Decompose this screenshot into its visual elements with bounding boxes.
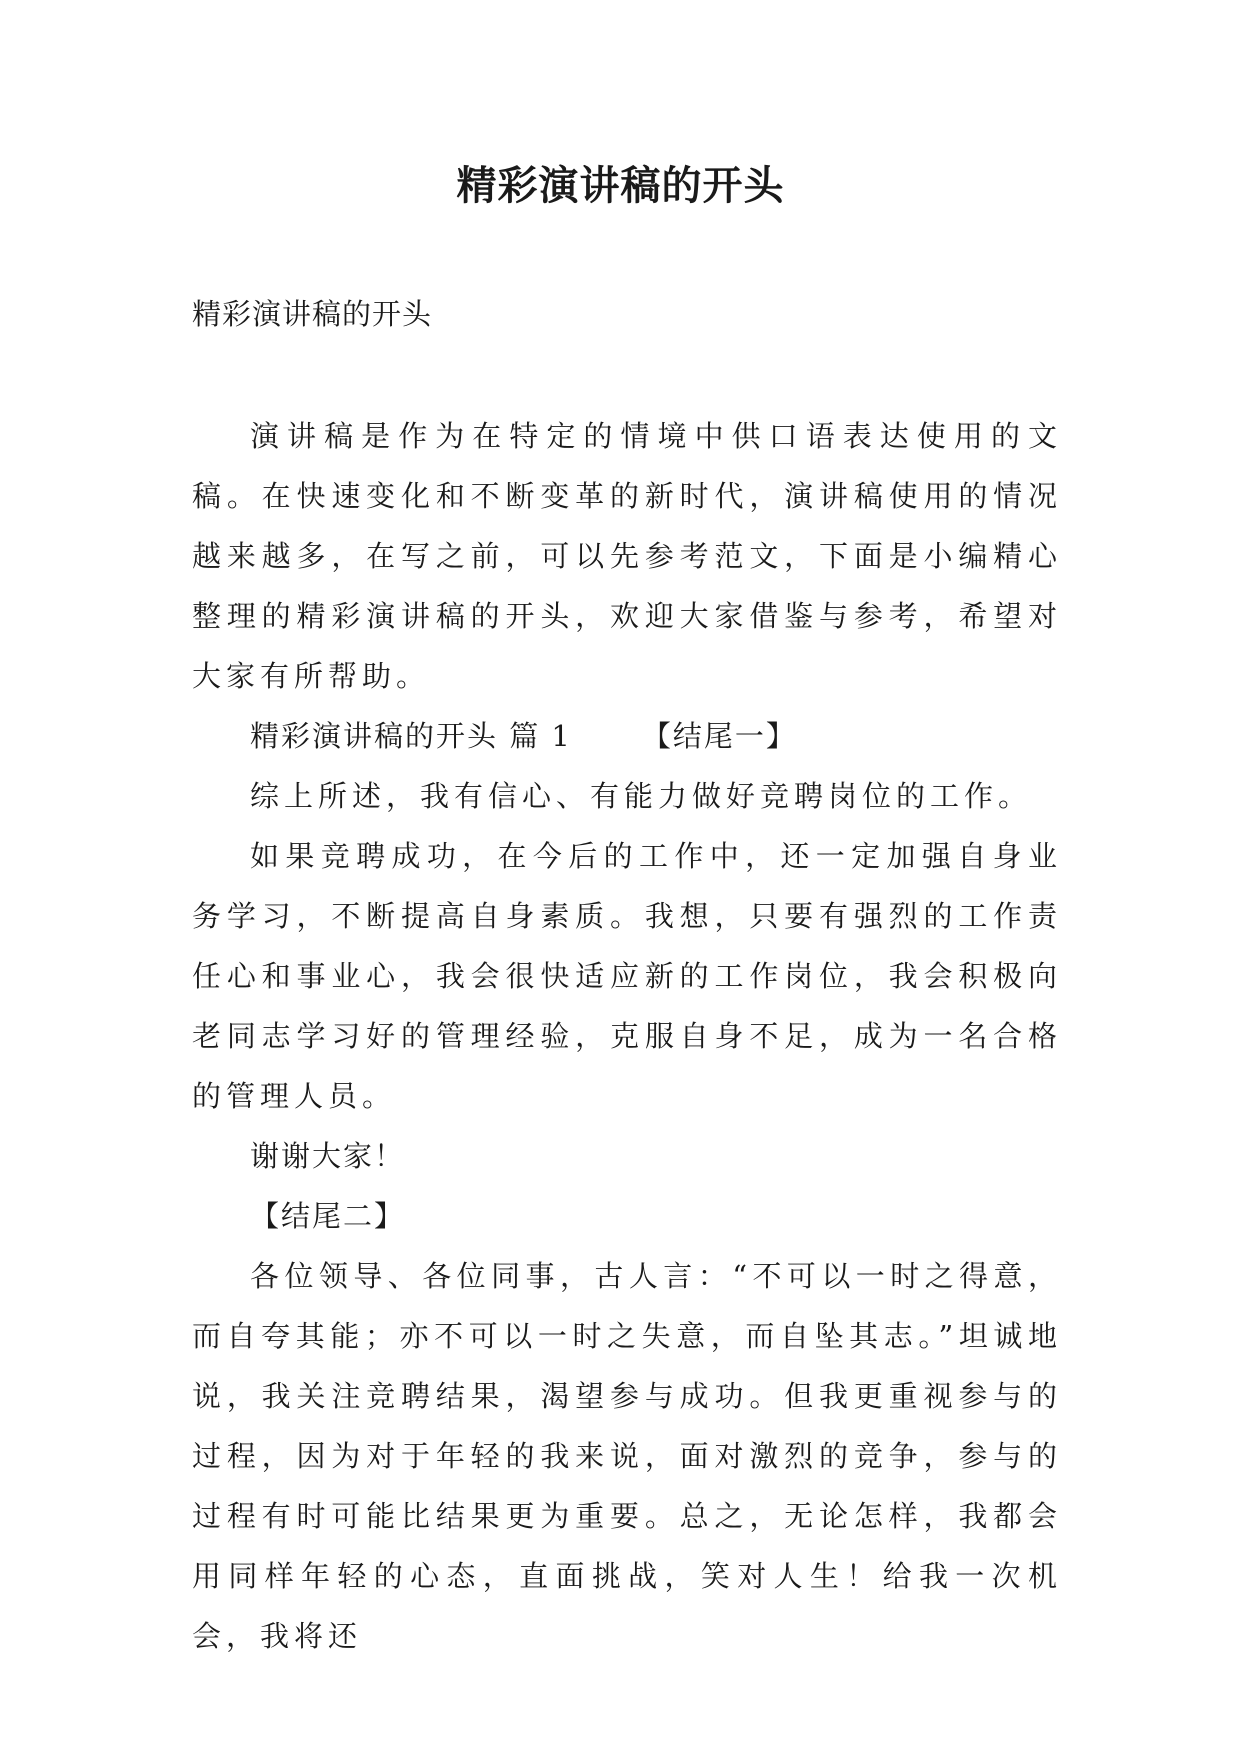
paragraph: 综上所述，我有信心、有能力做好竞聘岗位的工作。 xyxy=(250,779,1033,813)
paragraph: 如果竞聘成功，在今后的工作中，还一定加强自身业务学习，不断提高自身素质。我想，只要有强烈的工作责任心和事业心，我会很快适应新的工作岗位，我会积极向老同志学习好的管理经验，克服自身不足，成为一名合格的管理人员。 xyxy=(192,839,1062,1113)
paragraph: 各位领导、各位同事，古人言：“不可以一时之得意，而自夸其能；亦不可以一时之失意，而自坠其志。”坦诚地说，我关注竞聘结果，渴望参与成功。但我更重视参与的过程，因为对于年轻的我来说，面对激烈的竞争，参与的过程有时可能比结果更为重要。总之，无论怎样，我都会用同样年轻的心态，直面挑战，笑对人生！给我一次机会，我将还 xyxy=(192,1259,1062,1653)
section-heading: 精彩演讲稿的开头 篇 1 xyxy=(250,719,572,753)
document-subtitle: 精彩演讲稿的开头 xyxy=(192,297,433,331)
intro-paragraph: 演讲稿是作为在特定的情境中供口语表达使用的文稿。在快速变化和不断变革的新时代，演讲稿使用的情况越来越多，在写之前，可以先参考范文，下面是小编精心整理的精彩演讲稿的开头，欢迎大家借鉴与参考，希望对大家有所帮助。 xyxy=(192,419,1062,693)
document-title: 精彩演讲稿的开头 xyxy=(456,162,785,209)
ending-one-label: 【结尾一】 xyxy=(641,719,797,753)
thanks-paragraph: 谢谢大家！ xyxy=(250,1139,406,1173)
document-body xyxy=(192,406,1062,1666)
ending-two-label: 【结尾二】 xyxy=(250,1199,406,1233)
section-heading-line xyxy=(192,706,1062,766)
